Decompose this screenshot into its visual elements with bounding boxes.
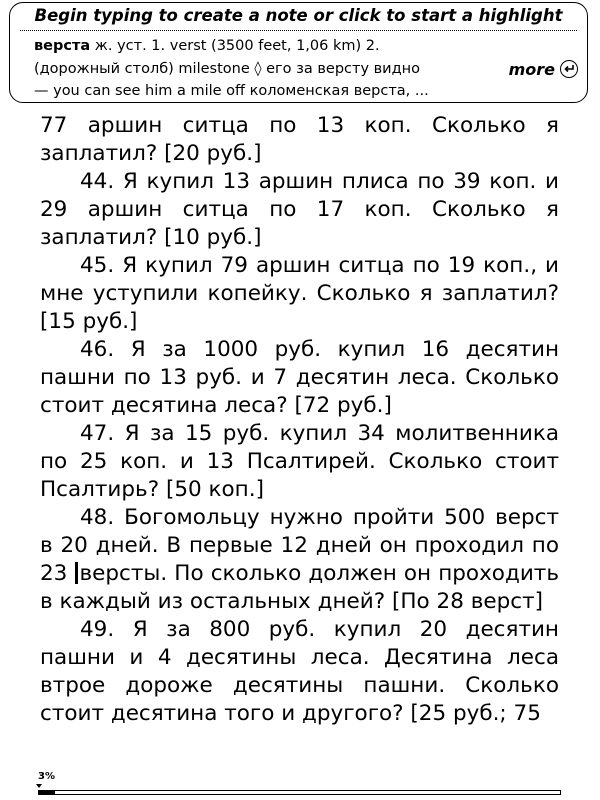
dictionary-headword: верста: [34, 38, 91, 54]
more-button-label: more: [508, 59, 555, 79]
definition-line-2: (дорожный столб) milestone ◊ его за версту видно: [34, 60, 420, 77]
popup-instruction: Begin typing to create a note or click to start a highlight: [34, 6, 563, 25]
paragraph-49[interactable]: 49. Я за 800 руб. купил 20 десятин пашни и 4 десятины леса. Десятина леса втрое дороже десятины пашни. Сколько стоит десятина того и другого? [25 руб.; 75: [40, 617, 559, 726]
book-page-text[interactable]: [40, 112, 559, 728]
progress-position-marker: [36, 784, 42, 788]
reading-progress-label: 3%: [38, 771, 55, 782]
paragraph-48-part1[interactable]: 48. Богомольцу нужно пройти 500 верст в 20 дней. В первые 12 дней он проходил по 23: [40, 505, 559, 586]
return-arrow-icon: [560, 60, 578, 78]
more-button[interactable]: [509, 57, 578, 81]
paragraph-44[interactable]: 44. Я купил 13 аршин плиса по 39 коп. и 29 аршин ситца по 17 коп. Сколько я заплатил? [10 руб.]: [40, 169, 559, 250]
paragraph-46[interactable]: 46. Я за 1000 руб. купил 16 десятин пашни по 13 руб. и 7 десятин леса. Сколько стоит десятина леса? [72 руб.]: [40, 337, 559, 418]
dictionary-definition: [34, 35, 502, 103]
definition-line-1: ж. уст. 1. verst (3500 feet, 1,06 km) 2.: [90, 38, 380, 54]
paragraph-47[interactable]: 47. Я за 15 руб. купил 34 молитвенника по 25 коп. и 13 Псалтирей. Сколько стоит Псалтирь? [50 коп.]: [40, 421, 559, 502]
reading-progress-bar[interactable]: [38, 790, 561, 795]
paragraph-43-tail[interactable]: 77 аршин ситца по 13 коп. Сколько я заплатил? [20 руб.]: [40, 113, 559, 166]
popup-divider: [20, 30, 577, 31]
paragraph-45[interactable]: 45. Я купил 79 аршин ситца по 19 коп., и мне уступили копейку. Сколько я заплатил? [15 руб.]: [40, 253, 559, 334]
definition-line-3: — you can see him a mile off коломенская верста, ...: [34, 83, 429, 99]
paragraph-48[interactable]: [40, 504, 559, 616]
dictionary-popup[interactable]: [9, 2, 588, 103]
reading-progress-fill: [39, 791, 55, 794]
paragraph-48-part2[interactable]: версты. По сколько должен он проходить в каждый из остальных дней? [По 28 верст]: [40, 561, 559, 614]
